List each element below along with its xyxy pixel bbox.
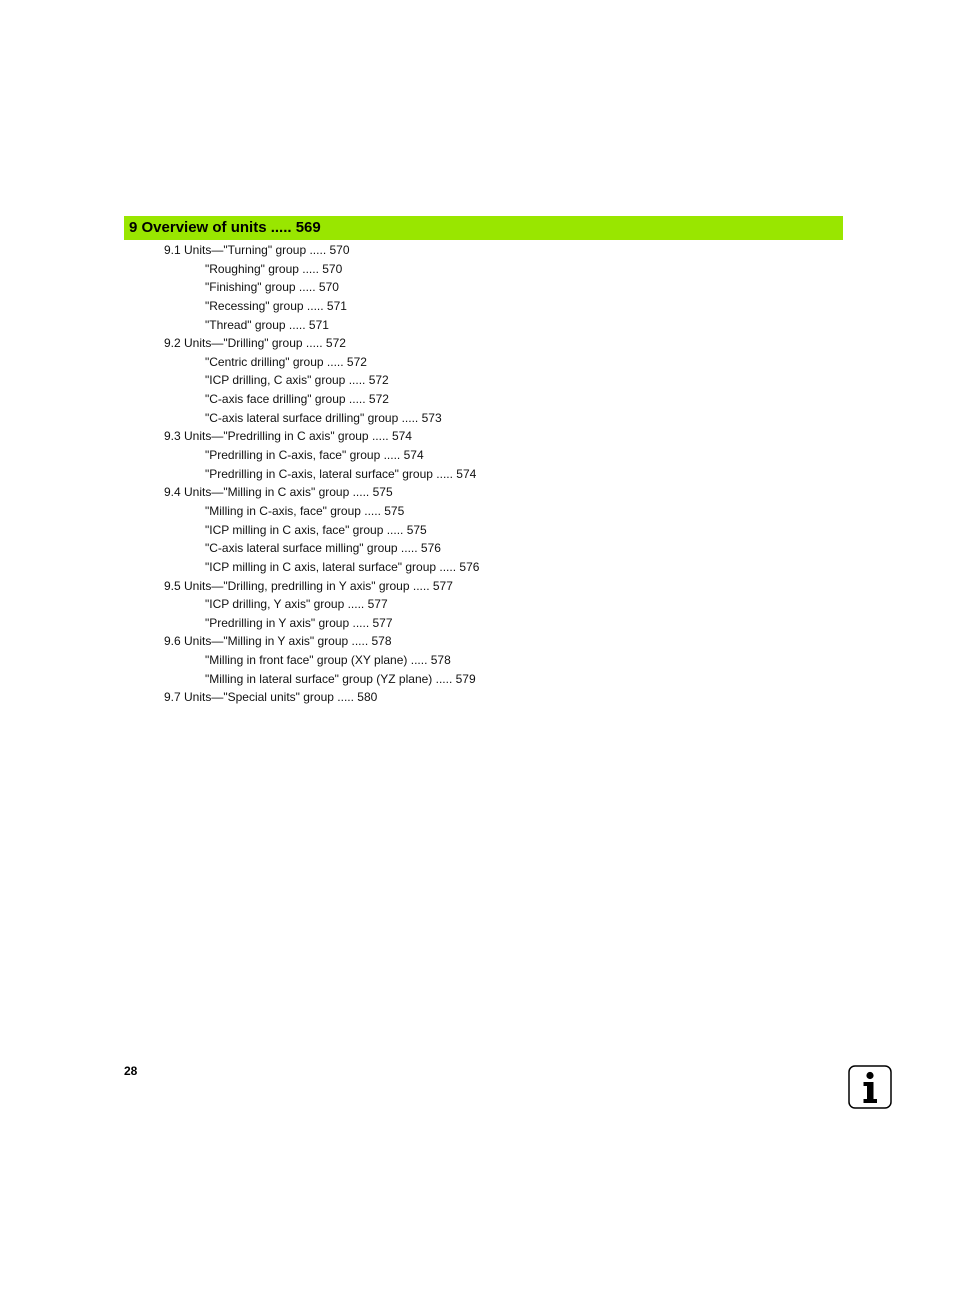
toc-subsection-entry[interactable]: "Recessing" group ..... 571 (205, 298, 347, 313)
toc-subsection-entry[interactable]: "ICP milling in C axis, face" group ..... 575 (205, 522, 427, 537)
page-number: 28 (124, 1064, 138, 1078)
info-icon (848, 1065, 892, 1109)
toc-subsection-entry[interactable]: "Milling in front face" group (XY plane) ..... 578 (205, 653, 451, 668)
toc-section-entry[interactable]: 9.3 Units—"Predrilling in C axis" group ..... 574 (164, 429, 412, 444)
toc-section-entry[interactable]: 9.7 Units—"Special units" group ..... 580 (164, 690, 378, 705)
toc-section-entry[interactable]: 9.6 Units—"Milling in Y axis" group ..... 578 (164, 634, 392, 649)
toc-subsection-entry[interactable]: "Thread" group ..... 571 (205, 317, 329, 332)
toc-subsection-entry[interactable]: "C-axis lateral surface drilling" group ..... 573 (205, 410, 442, 425)
chapter-title: 9 Overview of units ..... 569 (129, 219, 321, 236)
chapter-heading-bar[interactable] (124, 216, 843, 240)
toc-subsection-entry[interactable]: "Predrilling in Y axis" group ..... 577 (205, 615, 393, 630)
toc-subsection-entry[interactable]: "ICP milling in C axis, lateral surface" group ..... 576 (205, 559, 480, 574)
toc-subsection-entry[interactable]: "ICP drilling, Y axis" group ..... 577 (205, 597, 388, 612)
toc-subsection-entry[interactable]: "Predrilling in C-axis, face" group ..... 574 (205, 448, 424, 463)
toc-subsection-entry[interactable]: "Predrilling in C-axis, lateral surface" group ..... 574 (205, 466, 477, 481)
toc-subsection-entry[interactable]: "Centric drilling" group ..... 572 (205, 354, 367, 369)
toc-subsection-entry[interactable]: "ICP drilling, C axis" group ..... 572 (205, 373, 389, 388)
toc-section-entry[interactable]: 9.2 Units—"Drilling" group ..... 572 (164, 336, 346, 351)
table-of-contents (0, 241, 954, 707)
toc-subsection-entry[interactable]: "Finishing" group ..... 570 (205, 280, 339, 295)
toc-subsection-entry[interactable]: "Milling in C-axis, face" group ..... 575 (205, 503, 405, 518)
toc-subsection-entry[interactable]: "Roughing" group ..... 570 (205, 261, 343, 276)
toc-section-entry[interactable]: 9.4 Units—"Milling in C axis" group ..... 575 (164, 485, 393, 500)
toc-section-entry[interactable]: 9.1 Units—"Turning" group ..... 570 (164, 243, 350, 257)
toc-subsection-entry[interactable]: "C-axis lateral surface milling" group ..... 576 (205, 541, 441, 556)
toc-section-entry[interactable]: 9.5 Units—"Drilling, predrilling in Y axis" group ..... 577 (164, 578, 453, 593)
toc-subsection-entry[interactable]: "C-axis face drilling" group ..... 572 (205, 392, 389, 407)
toc-subsection-entry[interactable]: "Milling in lateral surface" group (YZ plane) ..... 579 (205, 671, 476, 686)
